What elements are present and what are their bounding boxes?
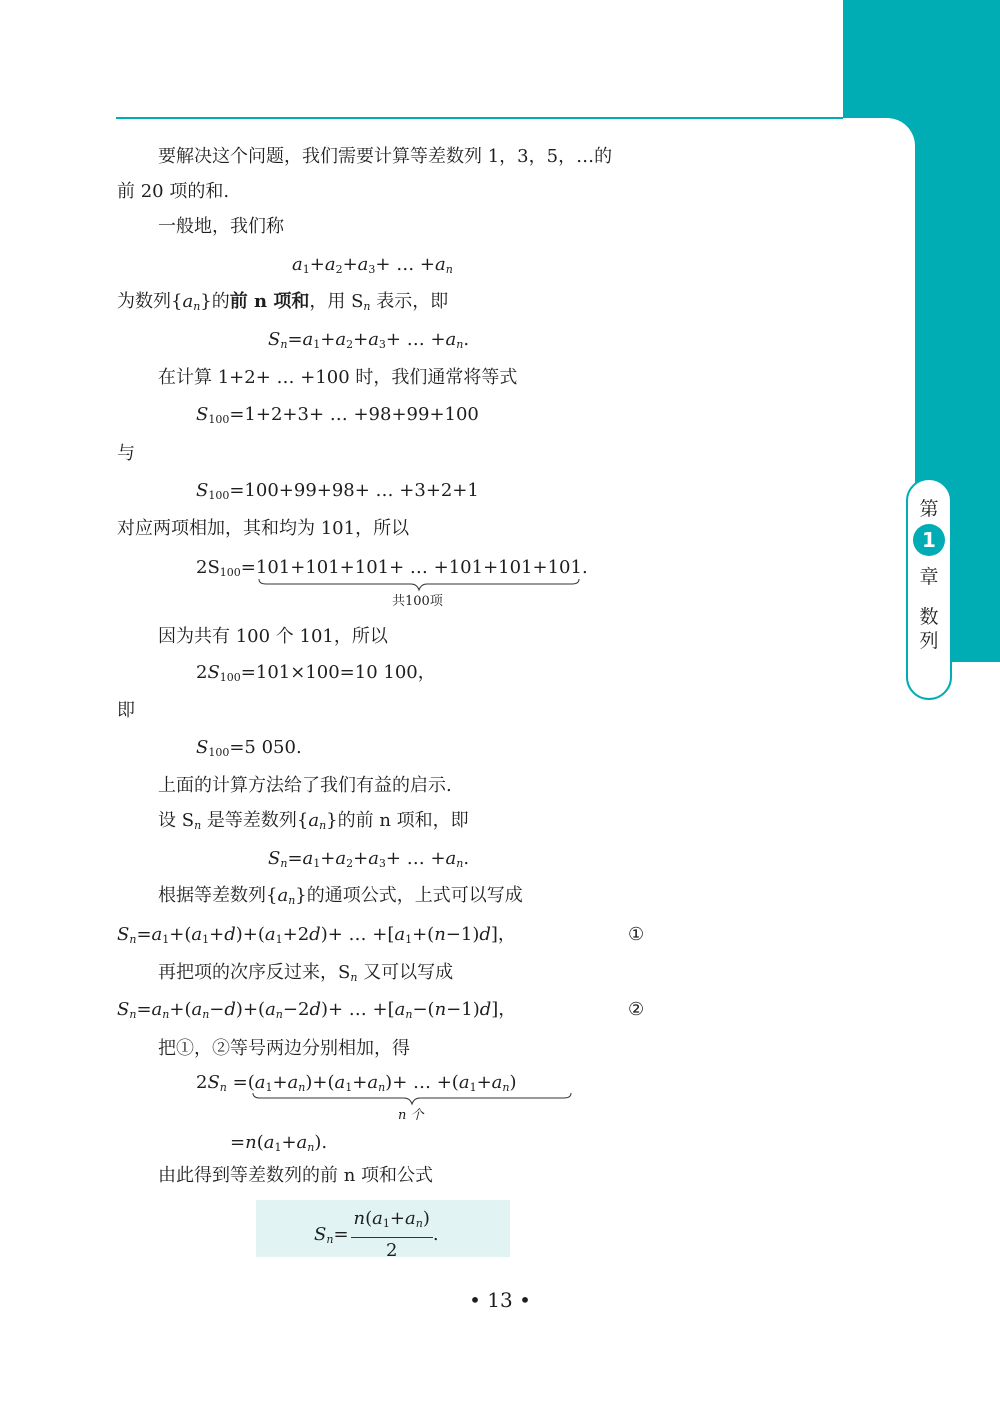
para-line: 把①，②等号两边分别相加，得 [158,1038,410,1059]
header-rule [116,117,843,119]
para-line: 根据等差数列{an}的通项公式，上式可以写成 [158,885,523,907]
formula-sn-2: Sn=a1+a2+a3+ … +an. [268,848,470,870]
chapter-number-badge: 1 [913,524,945,556]
sum-formula: Sn= $\frac{n(a1+an)}{2}$ . [314,1208,439,1261]
para-line: 前 20 项的和. [117,181,230,202]
formula-series: a1+a2+a3+ … +an [292,254,453,276]
para-line: 在计算 1+2+ … +100 时，我们通常将等式 [158,367,518,388]
para-line: 上面的计算方法给了我们有益的启示. [158,775,452,796]
para-line: 因为共有 100 个 101，所以 [158,626,388,647]
chapter-title-char-2: 列 [919,630,939,652]
brace-label-2: n 个 [398,1108,424,1123]
para-line: 对应两项相加，其和均为 101，所以 [117,518,410,539]
definition-line: 为数列{an}的前 n 项和，用 Sn 表示，即 [117,291,449,313]
para-line: 一般地，我们称 [158,216,284,237]
formula-highlight-box [256,1200,510,1261]
formula-product: 2S100=101×100=10 100， [196,662,436,684]
chapter-prefix: 第 [919,498,939,520]
equation-2: Sn=an+(an−d)+(an−2d)+ … +[an−(n−1)d]， [117,999,517,1021]
formula-result: S100=5 050. [196,737,302,759]
chapter-suffix: 章 [919,566,939,588]
formula-s100-reverse: S100=100+99+98+ … +3+2+1 [196,480,479,502]
brace-label: 共100项 [392,594,443,609]
para-line: 与 [117,443,135,464]
equation-1: Sn=a1+(a1+d)+(a1+2d)+ … +[a1+(n−1)d]， [117,924,516,946]
para-line: 即 [117,700,135,721]
para-line: 再把项的次序反过来，Sn 又可以写成 [158,962,454,984]
formula-s100-forward: S100=1+2+3+ … +98+99+100 [196,404,479,426]
para-line: 设 Sn 是等差数列{an}的前 n 项和，即 [158,810,469,832]
equation-2-marker: ② [628,999,645,1020]
para-line: 由此得到等差数列的前 n 项和公式 [158,1165,434,1186]
formula-2sn: 2Sn =(a1+an)+(a1+an)+ … +(a1+an) [196,1072,517,1094]
chapter-title-char-1: 数 [919,606,939,628]
page-number: • 13 • [469,1288,531,1312]
term-highlight: 前 n 项和 [229,291,310,312]
chapter-tab [906,478,952,700]
formula-sn: Sn=a1+a2+a3+ … +an. [268,329,470,351]
formula-2s100: 2S100=101+101+101+ … +101+101+101. [196,557,588,579]
equation-1-marker: ① [628,924,645,945]
para-line: 要解决这个问题，我们需要计算等差数列 1，3，5，…的 [158,146,613,167]
margin-panel [843,118,915,1403]
formula-product-n: =n(a1+an). [230,1132,328,1154]
